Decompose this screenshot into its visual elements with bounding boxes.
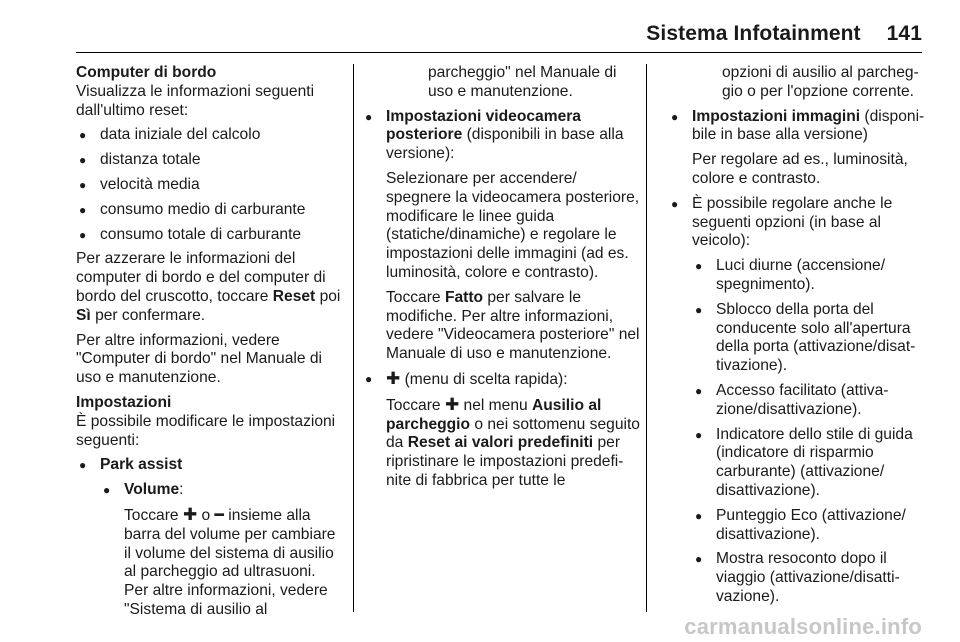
- list-item: ● consumo totale di carburante: [76, 226, 344, 245]
- header-title: Sistema Infotainment: [646, 22, 861, 45]
- volume-text: o: [197, 506, 215, 524]
- continued-text: opzioni di ausilio al parcheggio o per l'opzione corrente.: [722, 64, 919, 100]
- list-item: ● Sblocco della porta del conducente solo all'apertura della porta (attivazione/disattivazione).: [692, 301, 930, 376]
- list-item: ● data iniziale del calcolo: [76, 126, 344, 145]
- section-title-settings: Impostazioni: [76, 393, 172, 411]
- list-item: ● consumo medio di carburante: [76, 201, 344, 220]
- volume-colon: :: [179, 481, 184, 499]
- more-info-paragraph: Per altre informazioni, vedere "Computer di bordo" nel Manuale di uso e manutenzione.: [76, 331, 322, 387]
- reset-label: Reset: [272, 287, 316, 305]
- camera-description: [386, 170, 640, 364]
- images-text: Per regolare ad es., luminosità, colore e contrasto.: [692, 151, 908, 187]
- camera-text: per salvare le modifiche. Per altre informazioni, vedere "Videocamera posteriore" nel Manuale di uso e manutenzione.: [386, 288, 640, 363]
- list-item-park-assist: [76, 456, 344, 619]
- section-title-computer: Computer di bordo: [76, 64, 217, 81]
- quick-menu-label: (menu di scelta rapida):: [400, 370, 568, 388]
- list-item-images: [668, 108, 930, 189]
- camera-suffix: (disponibili in base alla versione):: [386, 126, 624, 163]
- column-divider-2: [646, 64, 647, 612]
- page-header: [646, 22, 922, 46]
- reset-text: Per azzerare le informazioni del computer di bordo e del computer di bordo del cruscotto, toccare: [76, 250, 326, 305]
- list-item-quick-menu: [362, 370, 640, 491]
- reset-text: poi: [315, 287, 341, 305]
- menu-text: o nei sottomenu seguito da: [386, 415, 640, 452]
- header-rule: [76, 52, 922, 53]
- col3-list: [668, 108, 930, 607]
- camera-text: [386, 289, 640, 364]
- camera-title: Impostazioni videocamera posteriore: [386, 107, 581, 144]
- list-item: ● Mostra resoconto dopo il viaggio (attivazione/disattivazione).: [692, 550, 930, 606]
- computer-list: [76, 126, 344, 244]
- computer-intro: Visualizza le informazioni seguenti dall'ultimo reset:: [76, 82, 315, 119]
- options-sublist: [692, 257, 930, 607]
- page-number: 141: [886, 22, 922, 45]
- continued-text: parcheggio" nel Manuale di uso e manutenzione.: [428, 64, 617, 100]
- volume-text: insieme alla barra del volume per cambiare il volume del sistema di ausilio al parcheggio ad ultrasuoni. Per altre informazioni, vedere "Sistema di ausilio al: [124, 506, 336, 618]
- list-item: ● Luci diurne (accensione/ spegnimento).: [692, 257, 930, 295]
- volume-text: Toccare: [124, 506, 183, 524]
- camera-text: Toccare: [386, 288, 445, 306]
- column-3: [668, 64, 930, 613]
- watermark: carmanualsonline.info: [684, 614, 922, 639]
- volume-description: [124, 506, 344, 620]
- park-assist-label: Park assist: [100, 456, 183, 474]
- parking-aid-label: Ausilio al parcheggio: [386, 396, 602, 433]
- plus-icon: ✚: [182, 504, 198, 524]
- list-item: ● velocità media: [76, 176, 344, 195]
- reset-defaults-label: Reset ai valori predefiniti: [407, 434, 594, 452]
- list-item-volume: [100, 481, 344, 620]
- images-description: [692, 151, 930, 189]
- menu-text: nel menu: [459, 396, 533, 414]
- plus-icon: ✚: [386, 368, 401, 388]
- column-divider-1: [353, 64, 354, 612]
- done-label: Fatto: [444, 288, 484, 306]
- list-item-options: [668, 195, 930, 607]
- menu-text: per ripristinare le impostazioni predefinite di fabbrica per tutte le: [386, 434, 624, 489]
- images-suffix: (disponibile in base alla versione): [692, 107, 925, 144]
- list-item: ● distanza totale: [76, 151, 344, 170]
- col2-list: [362, 108, 640, 491]
- list-item: ● Accesso facilitato (attivazione/disattivazione).: [692, 382, 930, 420]
- column-1: [76, 64, 344, 626]
- options-intro: È possibile regolare anche le seguenti opzioni (in base al veicolo):: [692, 194, 893, 250]
- menu-text: Toccare: [386, 396, 445, 414]
- settings-intro: È possibile modificare le impostazioni seguenti:: [76, 412, 336, 449]
- settings-list: [76, 456, 344, 619]
- plus-icon: ✚: [444, 394, 460, 414]
- volume-label: Volume: [124, 481, 180, 499]
- minus-icon: ━: [214, 506, 224, 524]
- list-item-camera: [362, 108, 640, 364]
- column-2: [362, 64, 640, 497]
- images-title: Impostazioni immagini: [692, 107, 861, 125]
- reset-text: per confermare.: [90, 306, 206, 324]
- list-item: ● Indicatore dello stile di guida (indicatore di risparmio carburante) (attivazione/ disattivazione).: [692, 426, 930, 501]
- quick-menu-description: [386, 396, 640, 491]
- park-assist-sublist: [100, 481, 344, 620]
- reset-paragraph: [76, 250, 344, 325]
- list-item: ● Punteggio Eco (attivazione/ disattivazione).: [692, 507, 930, 545]
- confirm-label: Sì: [76, 306, 91, 324]
- camera-text: Selezionare per accendere/ spegnere la videocamera posteriore, modificare le linee guida (statiche/dinamiche) e regolare le impostazioni delle immagini (ad es. luminosità, colore e contrasto).: [386, 169, 640, 281]
